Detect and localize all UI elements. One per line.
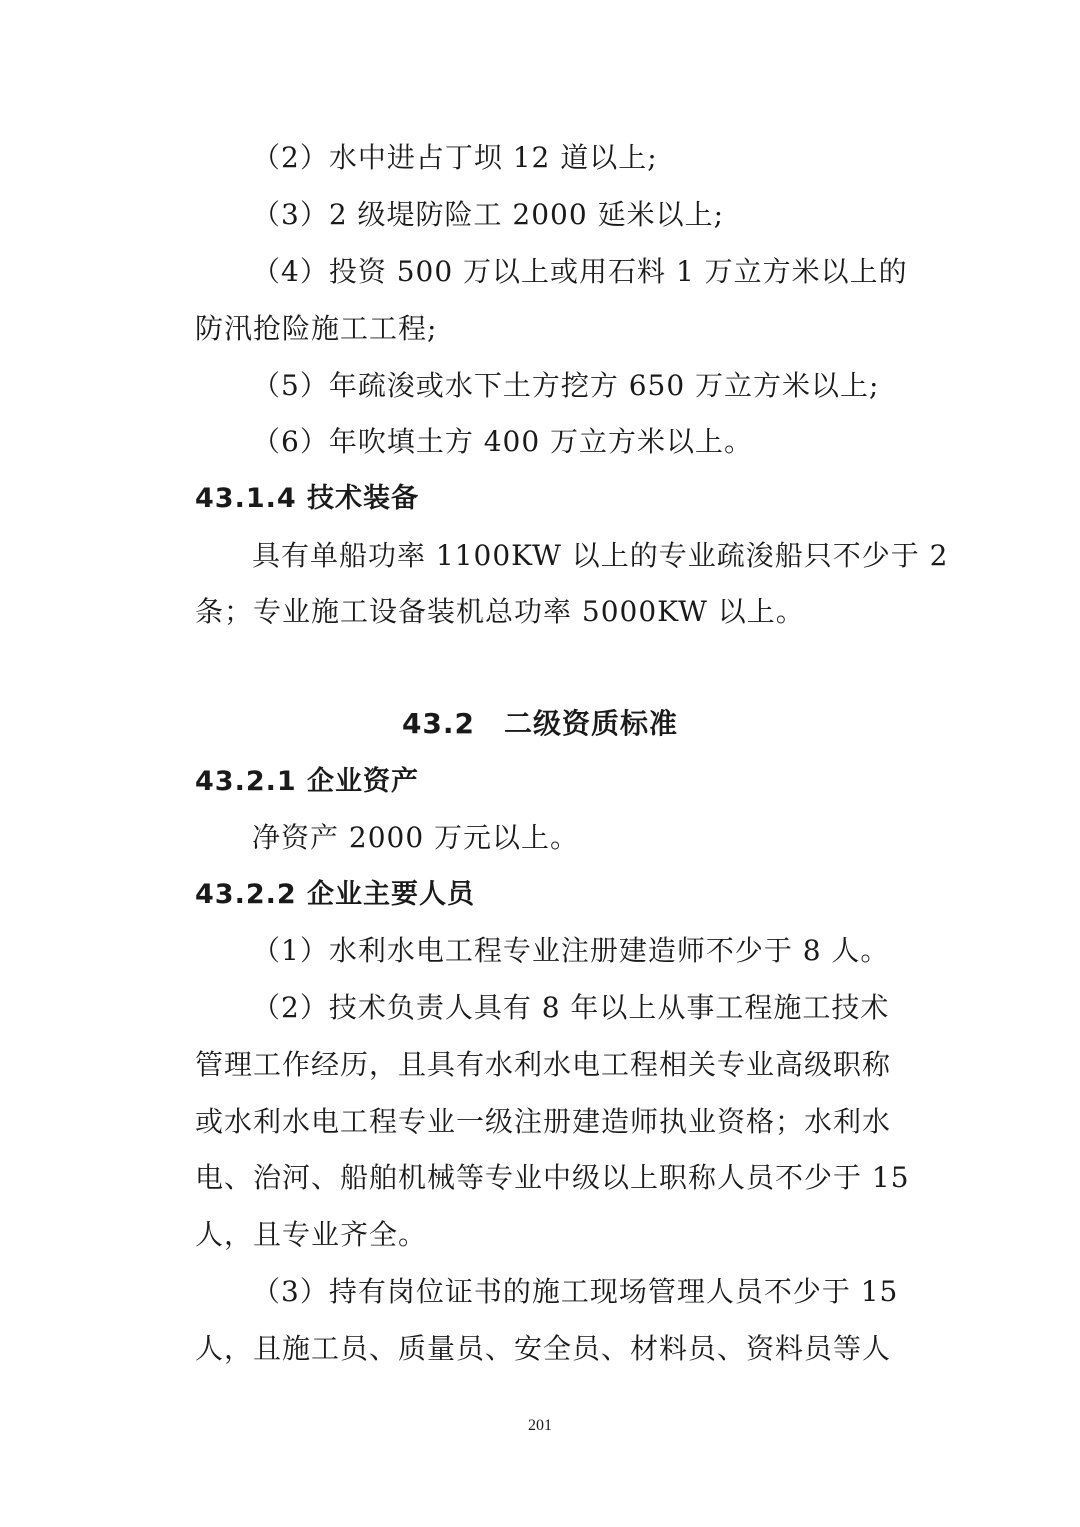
heading-43-2-2: 43.2.2 企业主要人员	[195, 879, 476, 910]
text-line-4: （4）投资 500 万以上或用石料 1 万立方米以上的	[252, 255, 908, 288]
personnel-line-2-cont-b: 或水利水电工程专业一级注册建造师执业资格；水利水	[195, 1105, 892, 1138]
personnel-line-2-cont-d: 人，且专业齐全。	[195, 1218, 428, 1251]
personnel-line-1: （1）水利水电工程专业注册建造师不少于 8 人。	[252, 934, 890, 967]
heading-43-2-1: 43.2.1 企业资产	[195, 766, 420, 797]
text-line-5: （5）年疏浚或水下土方挖方 650 万立方米以上;	[252, 369, 880, 402]
heading-43-1-4: 43.1.4 技术装备	[195, 483, 420, 514]
equipment-line-2: 条；专业施工设备装机总功率 5000KW 以上。	[195, 595, 805, 628]
text-line-2: （2）水中进占丁坝 12 道以上;	[252, 141, 658, 174]
personnel-line-3-cont: 人，且施工员、质量员、安全员、材料员、资料员等人	[195, 1332, 892, 1365]
equipment-line-1: 具有单船功率 1100KW 以上的专业疏浚船只不少于 2	[252, 539, 949, 572]
asset-line: 净资产 2000 万元以上。	[252, 821, 580, 854]
personnel-line-2-cont-c: 电、治河、船舶机械等专业中级以上职称人员不少于 15	[195, 1161, 910, 1194]
text-line-6: （6）年吹填土方 400 万立方米以上。	[252, 425, 754, 458]
personnel-line-2-cont-a: 管理工作经历，且具有水利水电工程相关专业高级职称	[195, 1048, 892, 1081]
personnel-line-3: （3）持有岗位证书的施工现场管理人员不少于 15	[252, 1275, 899, 1308]
text-line-4-cont: 防汛抢险施工工程;	[195, 312, 438, 345]
personnel-line-2: （2）技术负责人具有 8 年以上从事工程施工技术	[252, 991, 890, 1024]
page-number: 201	[528, 1417, 552, 1434]
section-title-43-2: 43.2 二级资质标准	[401, 707, 679, 740]
text-line-3: （3）2 级堤防险工 2000 延米以上;	[252, 198, 725, 231]
